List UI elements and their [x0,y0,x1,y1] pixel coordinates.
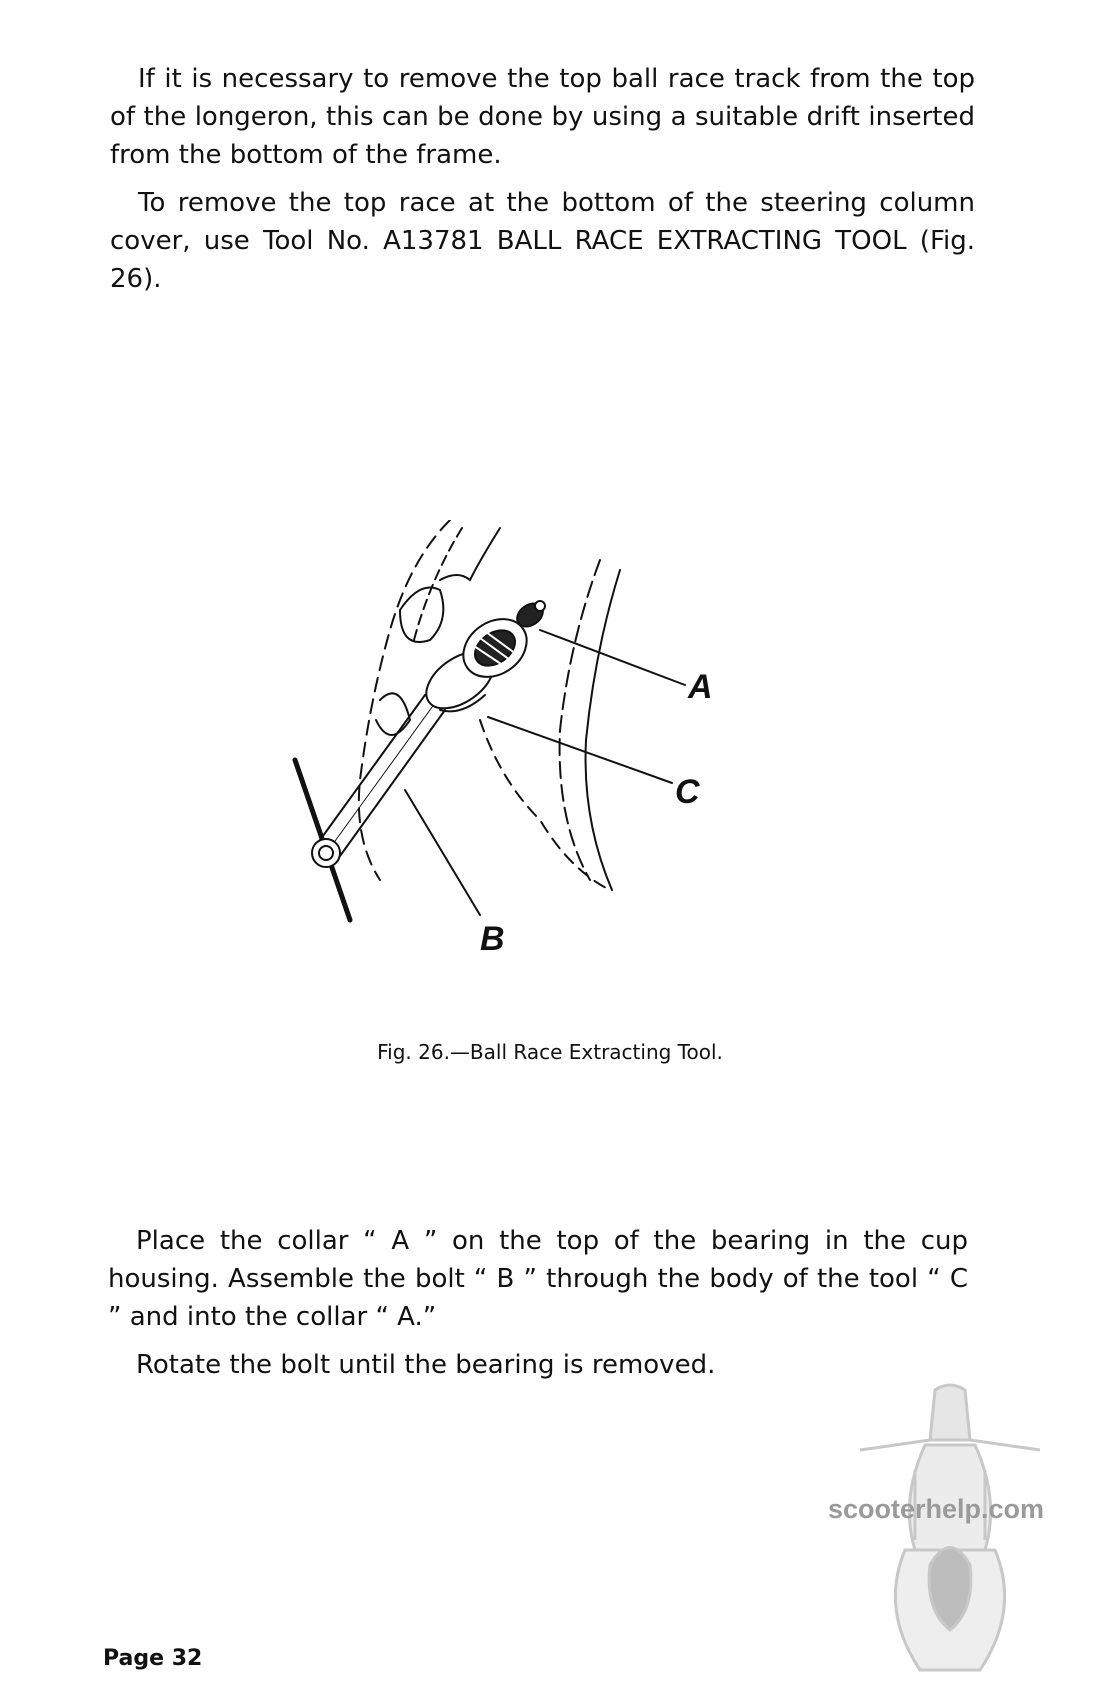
label-c: C [675,773,700,811]
watermark-text: scooterhelp.com [828,1494,1045,1524]
label-b: B [480,920,505,958]
figure-caption: Fig. 26.—Ball Race Extracting Tool. [377,1040,723,1064]
page-number: Page 32 [103,1646,203,1671]
scooter-watermark-image [820,1380,1080,1680]
label-a: A [688,668,713,706]
paragraph-rotate-bolt: Rotate the bolt until the bearing is removed. [136,1350,716,1380]
paragraph-ball-race-track: If it is necessary to remove the top ball race track from the top of the longeron, this can be done by using a suitable drift inserted from the bottom of the frame. [110,64,975,170]
figure-ball-race-extracting-tool [290,520,810,1000]
paragraph-assemble-collar: Place the collar “ A ” on the top of the bearing in the cup housing. Assemble the bolt “ B ” through the body of the tool “ C ” and into the collar “ A.” [108,1226,968,1332]
paragraph-remove-top-race: To remove the top race at the bottom of the steering column cover, use Tool No. A13781 BALL RACE EXTRACTING TOOL (Fig. 26). [110,188,975,294]
